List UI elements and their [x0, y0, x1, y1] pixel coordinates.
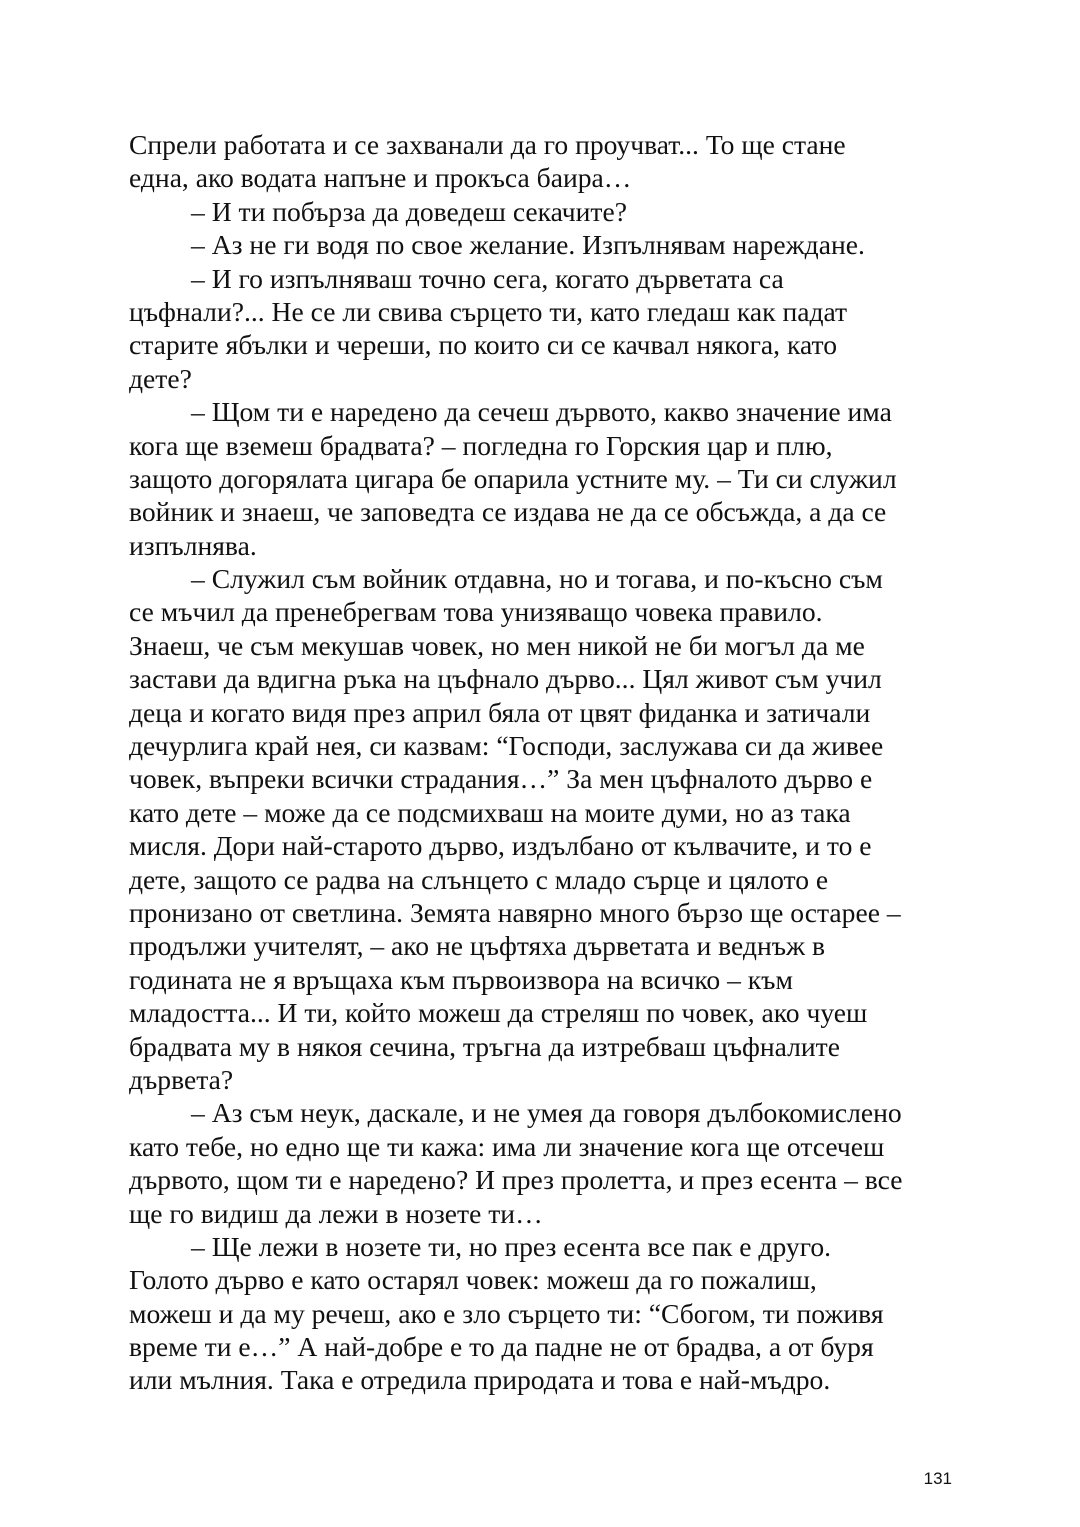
text-line: дечурлига край нея, си казвам: “Господи, заслужава си да живее [129, 730, 884, 762]
text-line: се мъчил да пренебрегвам това унизяващо човека правило. [129, 596, 823, 628]
text-line: старите ябълки и череши, по които си се качвал някога, като [129, 329, 837, 361]
text-line: – Служил съм войник отдавна, но и тогава, и по-късно съм [191, 563, 883, 595]
text-line: време ти е…” А най-добре е то да падне не от брадва, а от буря [129, 1331, 874, 1363]
text-line: – Аз не ги водя по свое желание. Изпълнявам нареждане. [191, 229, 865, 261]
body-text [129, 128, 947, 1397]
text-line: пронизано от светлина. Земята навярно много бързо ще остарее – [129, 896, 901, 928]
text-line: защото догорялата цигара бе опарила устните му. – Ти си служил [129, 462, 897, 494]
text-line: войник и знаеш, че заповедта се издава не да се обсъжда, а да се [129, 496, 887, 528]
text-line: ще го видиш да лежи в нозете ти… [129, 1197, 543, 1229]
text-line: Голото дърво е като остарял човек: можеш да го пожалиш, [129, 1264, 817, 1296]
text-line: мисля. Дори най-старото дърво, издълбано от кълвачите, и то е [129, 830, 872, 862]
page-number: 131 [923, 1469, 952, 1488]
text-line: като дете – може да се подсмихваш на моите думи, но аз така [129, 796, 851, 828]
text-line: – Щом ти е наредено да сечеш дървото, какво значение има [191, 396, 892, 428]
text-line: брадвата му в някоя сечина, тръгна да изтребваш цъфналите [129, 1030, 840, 1062]
text-line: изпълнява. [129, 529, 257, 561]
text-line: кога ще вземеш брадвата? – погледна го Горския цар и плю, [129, 429, 833, 461]
text-line: Спрели работата и се захванали да го проучват... То ще стане [129, 129, 846, 160]
text-line: една, ако водата напъне и прокъса баира… [129, 162, 632, 194]
text-line: деца и когато видя през април бяла от цвят фиданка и затичали [129, 696, 871, 728]
text-line: дървото, щом ти е наредено? И през пролетта, и през есента – все [129, 1164, 903, 1196]
text-line: – Аз съм неук, даскале, и не умея да говоря дълбокомислено [191, 1097, 902, 1129]
text-line: Знаеш, че съм мекушав човек, но мен никой не би могъл да ме [129, 629, 865, 661]
text-line: можеш и да му речеш, ако е зло сърцето ти: “Сбогом, ти поживя [129, 1297, 884, 1329]
text-line: или мълния. Така е отредила природата и това е най-мъдро. [129, 1364, 831, 1396]
text-line: дървета? [129, 1063, 234, 1095]
text-line: цъфнали?... Не се ли свива сърцето ти, като гледаш как падат [129, 295, 848, 327]
text-line: годината не я връщаха към първоизвора на всичко – към [129, 963, 793, 995]
text-line: – И го изпълняваш точно сега, когато дърветата са [191, 262, 784, 294]
text-line: застави да вдигна ръка на цъфнало дърво... Цял живот съм учил [129, 663, 882, 695]
text-line: – И ти побърза да доведеш секачите? [191, 195, 627, 227]
text-line: продължи учителят, – ако не цъфтяха дърветата и веднъж в [129, 930, 825, 962]
text-line: младостта... И ти, който можеш да стреляш по човек, ако чуеш [129, 997, 868, 1029]
text-line: – Ще лежи в нозете ти, но през есента все пак е друго. [191, 1230, 832, 1262]
text-line: дете? [129, 362, 192, 394]
text-line: като тебе, но едно ще ти кажа: има ли значение кога ще отсечеш [129, 1130, 885, 1162]
text-line: дете, защото се радва на слънцето с младо сърце и цялото е [129, 863, 829, 895]
text-line: човек, въпреки всички страдания…” За мен цъфналото дърво е [129, 763, 873, 795]
